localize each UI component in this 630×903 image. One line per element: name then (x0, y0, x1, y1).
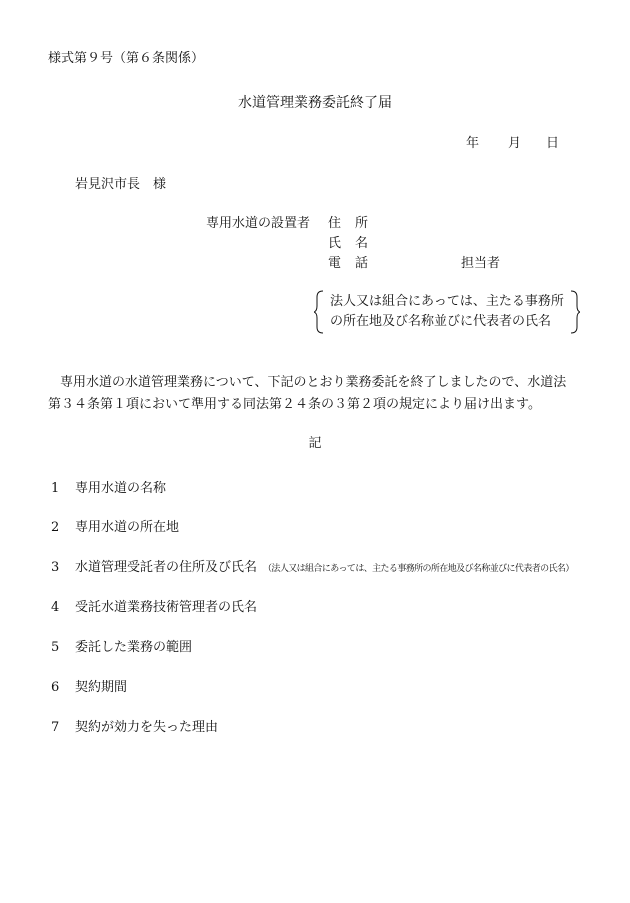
ki-heading: 記 (308, 436, 322, 451)
phone-label-char-2: 話 (354, 256, 368, 271)
item-number: 3 (51, 560, 60, 575)
date-month-label: 月 (508, 136, 522, 151)
address-label-char-2: 所 (354, 216, 368, 231)
item-text (75, 560, 574, 577)
item-text: 専用水道の名称 (75, 481, 167, 496)
item-text: 委託した業務の範囲 (75, 640, 193, 655)
name-label-char-1: 氏 (328, 236, 342, 251)
date-year-label: 年 (466, 136, 480, 151)
item-text-note: （法人又は組合にあっては、主たる事務所の所在地及び名称並びに代表者の氏名） (263, 564, 574, 574)
phone-label (328, 256, 368, 272)
item-text: 契約期間 (75, 680, 128, 695)
item-number: 7 (51, 720, 60, 735)
name-label (328, 236, 368, 252)
address-label (328, 216, 368, 232)
phone-label-char-1: 電 (328, 256, 342, 271)
item-text: 契約が効力を失った理由 (75, 720, 219, 735)
body-text-line-1: 専用水道の水道管理業務について、下記のとおり業務委託を終了しましたので、水道法 (60, 375, 567, 390)
applicant-role: 専用水道の設置者 (206, 216, 311, 231)
item-number: 5 (51, 640, 60, 655)
corporation-note-line-1: 法人又は組合にあっては、主たる事務所 (330, 294, 564, 309)
form-number: 様式第９号（第６条関係） (48, 51, 205, 66)
date-day-label: 日 (546, 136, 560, 151)
contact-person-label: 担当者 (461, 256, 501, 271)
item-number: 1 (51, 481, 60, 496)
corporation-note-line-2: の所在地及び名称並びに代表者の氏名 (330, 314, 552, 329)
corporation-note (314, 290, 580, 334)
item-text: 受託水道業務技術管理者の氏名 (75, 600, 258, 615)
item-number: 2 (51, 520, 60, 535)
item-number: 4 (51, 600, 60, 615)
addressee: 岩見沢市長 様 (75, 177, 167, 192)
item-text: 専用水道の所在地 (75, 520, 180, 535)
name-label-char-2: 名 (354, 236, 368, 251)
body-text-line-2: 第３４条第１項において準用する同法第２４条の３第２項の規定により届け出ます。 (48, 397, 541, 412)
address-label-char-1: 住 (328, 216, 342, 231)
item-text-main: 水道管理受託者の住所及び氏名 (75, 560, 258, 575)
item-number: 6 (51, 680, 60, 695)
document-title: 水道管理業務委託終了届 (238, 95, 392, 111)
